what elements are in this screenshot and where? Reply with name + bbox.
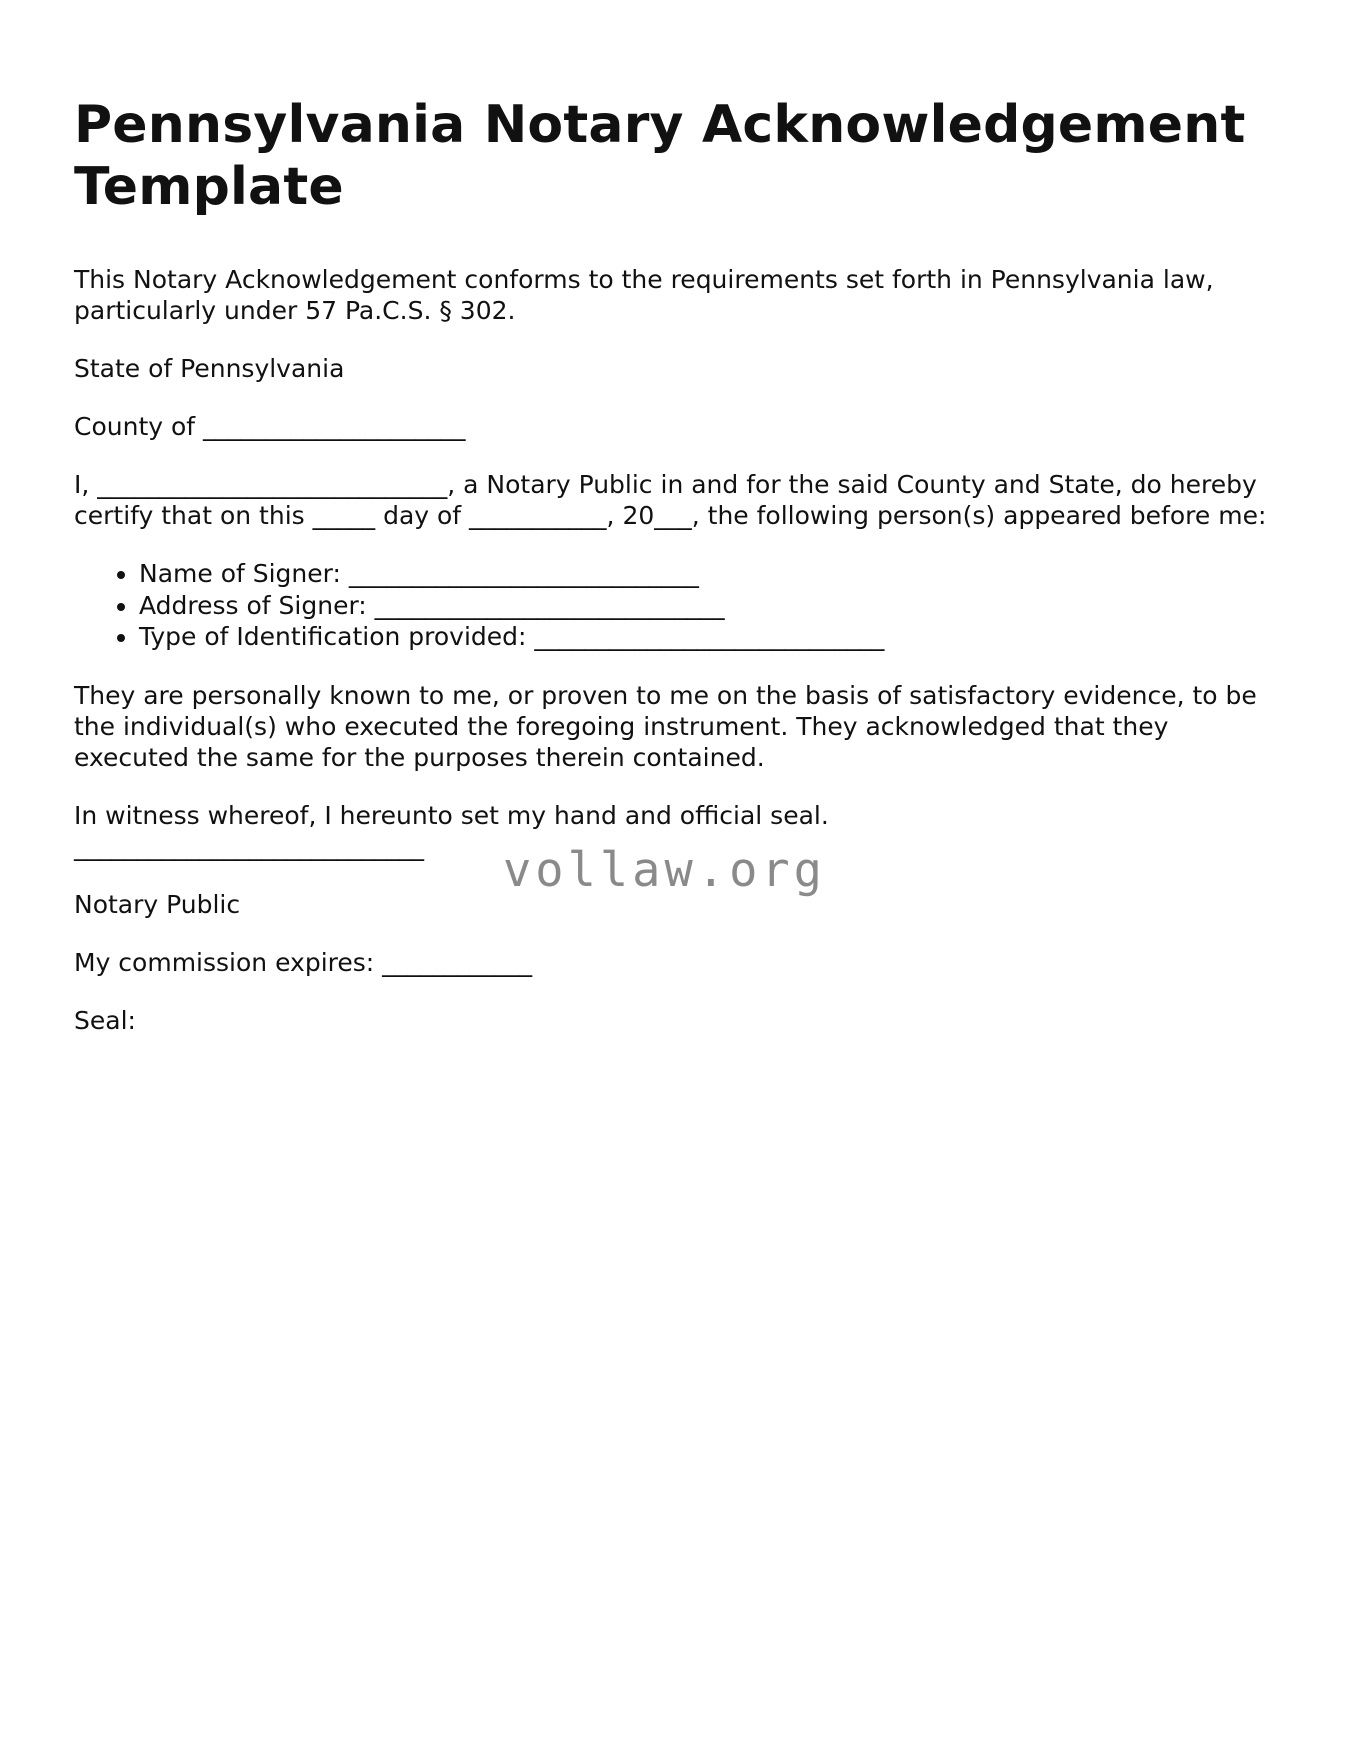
watermark-text: vollaw.org xyxy=(503,843,826,898)
signer-fields-list xyxy=(74,558,1274,653)
notary-signature-line: ____________________________ xyxy=(74,831,424,861)
document-title: Pennsylvania Notary Acknowledgement Template xyxy=(74,95,1246,217)
commission-expires-line: My commission expires: ____________ xyxy=(74,947,533,977)
signer-address-field: • Address of Signer: ____________________________ xyxy=(139,590,1274,622)
notary-public-label: Notary Public xyxy=(74,889,241,919)
signer-name-field: • Name of Signer: ____________________________ xyxy=(139,558,1274,590)
state-line: State of Pennsylvania xyxy=(74,354,345,383)
intro-paragraph: This Notary Acknowledgement conforms to the requirements set forth in Pennsylvania law, particularly under 57 Pa.C.S. § 302. xyxy=(74,265,1214,325)
evidence-paragraph: They are personally known to me, or proven to me on the basis of satisfactory evidence, to be the individual(s) who executed the foregoing instrument. They acknowledged that they executed the same for the purposes therein contained. xyxy=(74,680,1257,772)
document-page xyxy=(74,94,1274,1063)
seal-label: Seal: xyxy=(74,1005,136,1035)
identification-type-field: • Type of Identification provided: ____________________________ xyxy=(139,621,1274,653)
witness-line: In witness whereof, I hereunto set my hand and official seal. xyxy=(74,800,829,830)
certify-paragraph: I, ____________________________, a Notary Public in and for the said County and State, do hereby certify that on this _____ day of ___________, 20___, the following person(s) appeared before me: xyxy=(74,470,1267,530)
county-line: County of _____________________ xyxy=(74,412,466,441)
